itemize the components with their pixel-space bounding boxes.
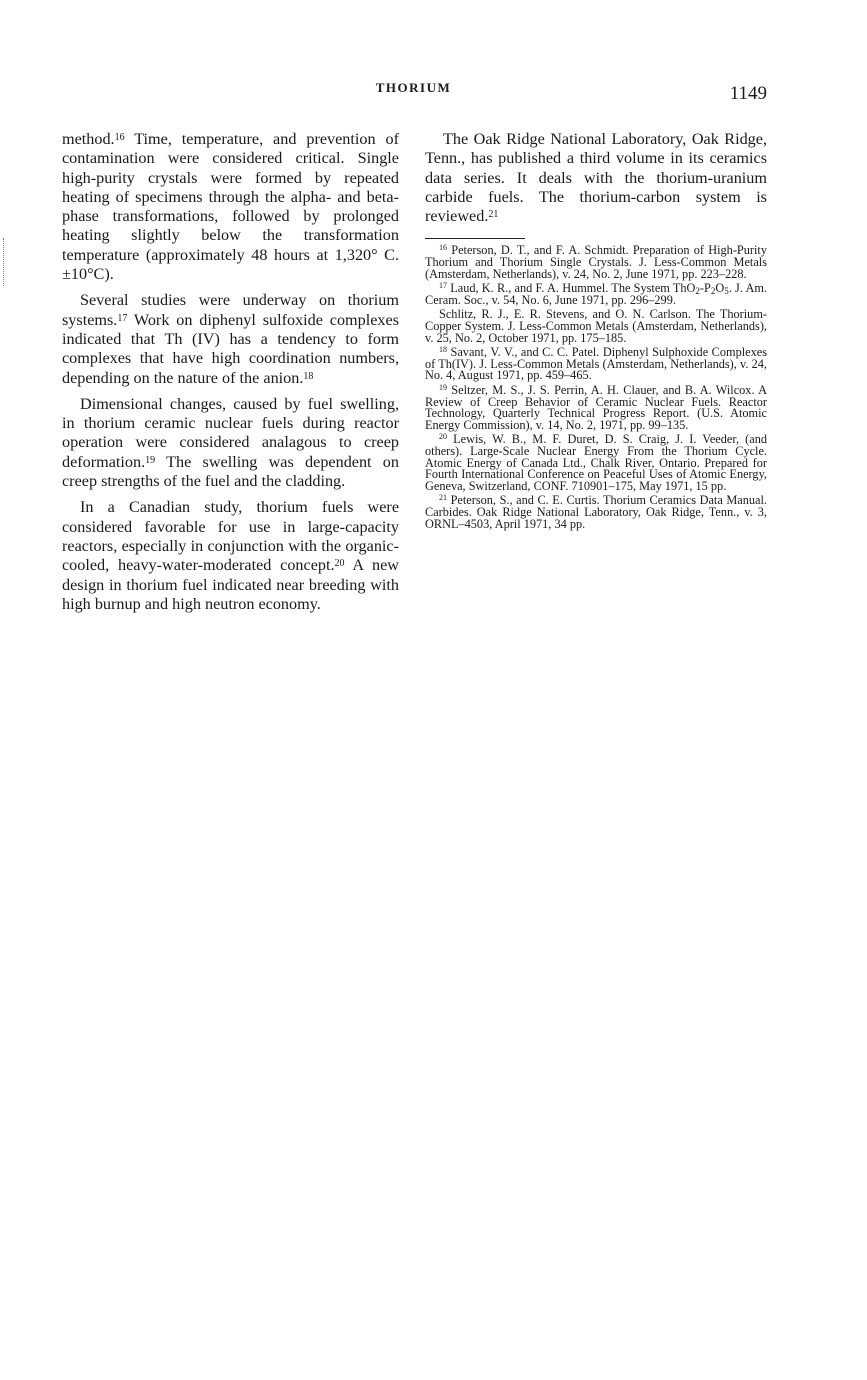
subscript: 2 xyxy=(695,286,700,297)
paragraph-dimensional-changes xyxy=(62,395,399,491)
footnote-text: Seltzer, M. S., J. S. Perrin, A. H. Clauer, and B. A. Wilcox. A Review of Creep Behavior of Ceramic Nuclear Fuels. Reactor Technology, Quarterly Technical Progress Report. (U.S. Atomic Energy Commission), v. 14, No. 2, 1971, pp. 99–135. xyxy=(425,383,767,432)
footnote-text: Peterson, S., and C. E. Curtis. Thorium Ceramics Data Manual. Carbides. Oak Ridge National Laboratory, Oak Ridge, Tenn., v. 3, ORNL–4503, April 1971, 34 pp. xyxy=(425,493,767,531)
margin-scan-mark xyxy=(3,238,6,286)
paragraph-text: The swelling was dependent on creep strengths of the fuel and the cladding. xyxy=(62,452,399,491)
paragraph-thorium-systems xyxy=(62,291,399,387)
paragraph-text: In a Canadian study, thorium fuels were considered favorable for use in large-capacity reactors, especially in conjunction with the organic-cooled, heavy-water-moderated concept. xyxy=(62,498,399,575)
paragraph-text: method. xyxy=(62,130,115,148)
footnote-text: Laud, K. R., and F. A. Hummel. The System ThO xyxy=(447,281,696,296)
left-column xyxy=(62,130,399,621)
footnote-16 xyxy=(425,245,767,280)
footnote-rule xyxy=(425,238,525,239)
subscript: 5 xyxy=(724,286,729,297)
footnote-ref-19: 19 xyxy=(145,454,156,466)
page-number: 1149 xyxy=(729,83,767,104)
footnote-number: 19 xyxy=(439,383,447,393)
paragraph-text: Several studies were underway on thorium systems. xyxy=(62,291,399,329)
footnote-19 xyxy=(425,385,767,431)
footnote-number: 17 xyxy=(439,281,447,291)
footnote-20 xyxy=(425,434,767,492)
footnote-number: 18 xyxy=(439,345,447,355)
footnote-number: 16 xyxy=(439,243,447,253)
footnote-text: O xyxy=(715,281,725,296)
footnote-ref-16: 16 xyxy=(114,132,125,143)
paragraph-oak-ridge xyxy=(425,130,767,226)
paragraph-text: The Oak Ridge National Laboratory, Oak Ridge, Tenn., has published a third volume in its ceramics data series. It deals with the thorium-uranium carbide fuels. The thorium-carbon system is reviewed. xyxy=(425,130,767,226)
paragraph-canadian-study xyxy=(62,498,399,614)
footnote-number: 21 xyxy=(439,493,447,503)
paragraph-thorium-crystals xyxy=(62,130,399,284)
paragraph-text: A new design in thorium fuel indicated near breeding with high burnup and high neutron economy. xyxy=(62,556,399,613)
footnote-ref-18: 18 xyxy=(303,370,314,382)
footnote-text: . J. Am. Ceram. Soc., v. 54, No. 6, June 1971, pp. 296–299. xyxy=(425,281,767,307)
running-head: THORIUM xyxy=(375,80,452,95)
right-column xyxy=(425,130,767,533)
footnote-17 xyxy=(425,283,767,306)
footnote-number: 20 xyxy=(439,432,447,442)
footnotes xyxy=(425,245,767,530)
footnote-18 xyxy=(425,347,767,382)
footnote-text: Savant, V. V., and C. C. Patel. Diphenyl Sulphoxide Complexes of Th(IV). J. Less-Common Metals (Amsterdam, Netherlands), v. 24, No. 4, August 1971, pp. 459–465. xyxy=(425,345,767,383)
paragraph-text: Work on diphenyl sulfoxide complexes indicated that Th (IV) has a tendency to form complexes that have high coordination numbers, depending on the nature of the anion. xyxy=(62,310,399,387)
footnote-text: -P xyxy=(699,281,711,296)
footnote-ref-20: 20 xyxy=(334,558,345,570)
footnote-text: Lewis, W. B., M. F. Duret, D. S. Craig, J. I. Veeder, (and others). Large-Scale Nuclear Energy From the Thorium Cycle. Atomic Energy of Canada Ltd., Chalk River, Ontario. Prepared for Fourth International Conference on Peaceful Uses of Atomic Energy, Geneva, Switzerland, CONF. 710901–175, May 1971, 15 pp. xyxy=(425,432,767,493)
footnote-text: Schlitz, R. J., E. R. Stevens, and O. N. Carlson. The Thorium-Copper System. J. Less-Common Metals (Amsterdam, Netherlands), v. 25, No. 2, October 1971, pp. 175–185. xyxy=(425,307,767,345)
footnote-ref-21: 21 xyxy=(488,209,499,221)
paragraph-text: Dimensional changes, caused by fuel swelling, in thorium ceramic nuclear fuels during reactor operation were considered analagous to creep deformation. xyxy=(62,394,399,471)
paragraph-text: Time, temperature, and prevention of contamination were considered critical. Single high-purity crystals were formed by repeated heating of specimens through the alpha- and beta-phase transformations, followed by prolonged heating slightly below the transformation temperature (approximately 48 hours at 1,320° C. ±10°C). xyxy=(62,130,399,284)
subscript: 2 xyxy=(710,286,716,297)
footnote-text: Peterson, D. T., and F. A. Schmidt. Preparation of High-Purity Thorium and Thorium Single Crystals. J. Less-Common Metals (Amsterdam, Netherlands), v. 24, No. 2, June 1971, pp. 223–228. xyxy=(425,243,767,281)
footnote-21 xyxy=(425,495,767,530)
footnote-ref-17: 17 xyxy=(117,312,128,324)
footnote-17-continued xyxy=(425,309,767,344)
